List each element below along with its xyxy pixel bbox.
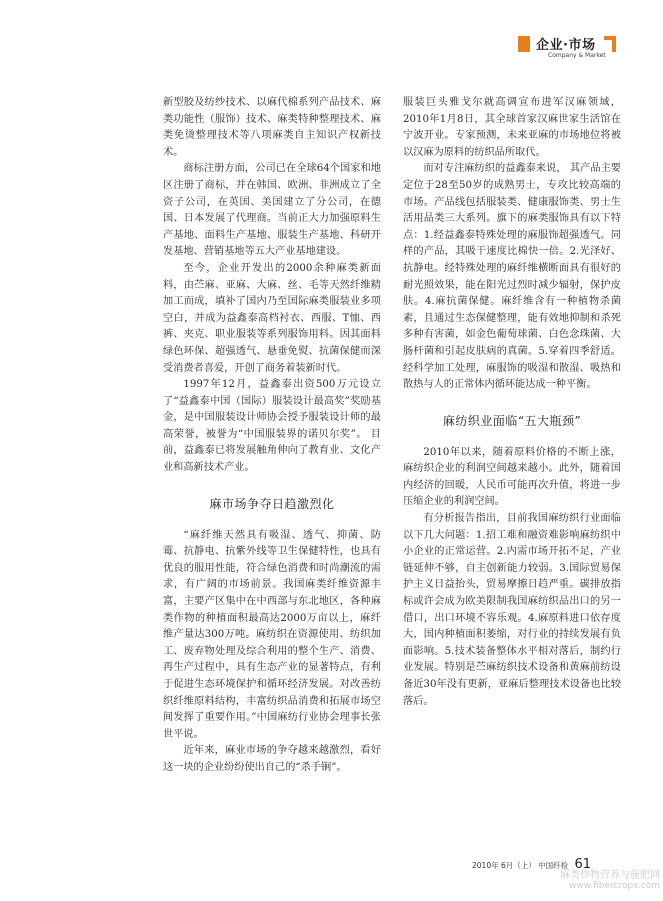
right-section-heading: 麻纺织业面临“五大瓶颈” xyxy=(442,413,582,428)
left-paragraph-6: 近年来，麻业市场的争夺越来越激烈，看好这一块的企业纷纷使出自己的“杀手锏”。 xyxy=(163,745,381,773)
section-title: 企业·市场 xyxy=(536,38,596,53)
left-paragraph-5: “麻纤维天然具有吸湿、透气、抑菌、防霉、抗静电、抗紫外线等卫生保健特性，也具有优良的服用性能，符合绿色消费和时尚潮流的需求，有广阔的市场前景。我国麻类纤维资源丰富，主要产区集中在中西部与东北地区，各种麻类作物的种植面积最高达2000万亩以上，麻纤维产量达300万吨。麻纺织在资源使用、纺织加工、废弃物处理及综合利用的整个生产、消费、再生产过程中，具有生态产业的显著特点，有利于促进生态环境保护和循环经济发展。对改善纺织纤维原料结构，丰富纺织品消费和拓展市场空间发挥了重要作用。”中国麻纺行业协会理事长张世平说。 xyxy=(163,529,381,740)
right-column xyxy=(403,95,621,710)
left-paragraph-3: 至今，企业开发出的2000余种麻类新面料，由苎麻、亚麻、大麻、丝、毛等天然纤维精加工而成，填补了国内乃至国际麻类服装业多项空白，并成为益鑫泰高档衬衣、西服、T恤、西裤、夹克、职业服装等系列服饰用料。因其面料绿色环保、超强透气、悬垂免熨、抗菌保健而深受消费者喜爱，开创了商务着装新时代。 xyxy=(163,262,381,374)
left-paragraph-4: 1997年12月，益鑫泰出资500万元设立了“益鑫泰中国（国际）服装设计最高奖”奖励基金，是中国服装设计师协会授予服装设计师的最高荣誉，被誉为“中国服装界的诺贝尔奖”。 目前，益鑫泰已将发展触角伸向了教育业、文化产业和高新技术产业。 xyxy=(163,379,381,474)
left-section-heading: 麻市场争夺日趋激烈化 xyxy=(209,496,335,511)
site-watermark xyxy=(540,870,660,892)
header-accent-block xyxy=(518,36,530,52)
right-paragraph-4: 有分析报告指出，目前我国麻纺织行业面临以下几大问题：1.招工难和融资难影响麻纺织中小企业的正常运营。2.内需市场开拓不足，产业链延伸不够，自主创新能力较弱。3.国际贸易保护主义日益抬头，贸易摩擦日趋严重。碳排放指标或许会成为欧美限制我国麻纺织品出口的另一借口，出口环境不容乐观。4.麻原料进口依存度大，国内种植面积萎缩，对行业的持续发展有负面影响。5.技术装备整体水平相对落后，制约行业发展。特别是苎麻纺织技术设备和黄麻前纺设备近30年没有更新，亚麻后整理技术设备也比较落后。 xyxy=(403,513,621,707)
right-paragraph-1: 服装巨头雅戈尔就高调宣布进军汉麻领域，2010年1月8日，其全球首家汉麻世家生活馆在宁波开业。专家预测，未来亚麻的市场地位将被以汉麻为原料的纺织品所取代。 xyxy=(403,97,621,158)
page-number: 61 xyxy=(574,857,592,872)
header-corner-bracket xyxy=(604,36,616,52)
watermark-text: 麻类作物营养与施肥网 xyxy=(560,870,660,881)
left-column xyxy=(163,95,381,777)
section-header xyxy=(518,34,618,62)
section-subtitle: Company & Market xyxy=(548,52,606,59)
right-paragraph-3: 2010年以来，随着原料价格的不断上涨，麻纺织企业的利润空间越来越小。此外，随着国内经济的回暖，人民币可能再次升值，将进一步压缩企业的利润空间。 xyxy=(403,446,621,508)
right-paragraph-2: 而对专注麻纺织的益鑫泰来说， 其产品主要定位于28至50岁的成熟男士，专攻比较高端的市场。产品线包括服装类、健康服饰类、男士生活用品类三大系列。旗下的麻类服饰具有以下特点：1.经益鑫泰特殊处理的麻服饰超强透气。同样的产品，其吸干速度比棉快一倍。2.光泽好、抗静电。经特殊处理的麻纤维横断面具有很好的耐光照效果，能在阳光过烈时减少辐射，保护皮肤。4.麻抗菌保健。麻纤维含有一种植物杀菌素，且通过生态保健整理，能有效地抑制和杀死多种有害菌，如金色葡萄球菌、白色念珠菌、大肠杆菌和引起皮肤病的真菌。5.穿着四季舒适。经科学加工处理，麻服饰的吸湿和散湿、吸热和散热与人的正常体内循环能达成一种平衡。 xyxy=(403,163,621,391)
left-paragraph-2: 商标注册方面，公司已在全球64个国家和地区注册了商标，并在韩国、欧洲、非洲成立了全资子公司，在英国、美国建立了分公司，在德国、日本发展了代理商。当前正大力加强原料生产基地、面料生产基地、服装生产基地、科研开发基地、营销基地等五大产业基地建设。 xyxy=(163,163,381,258)
left-paragraph-1: 新型胶及纺纱技术、以麻代棉系列产品技术、麻类功能性（服饰）技术、麻类特种整理技术、麻类免烫整理技术等八项麻类自主知识产权新技术。 xyxy=(163,97,381,158)
watermark-url: www.fibercrops.com xyxy=(569,881,660,891)
issue-info: 2010年 6月（上） 中国纤检 xyxy=(472,861,569,870)
